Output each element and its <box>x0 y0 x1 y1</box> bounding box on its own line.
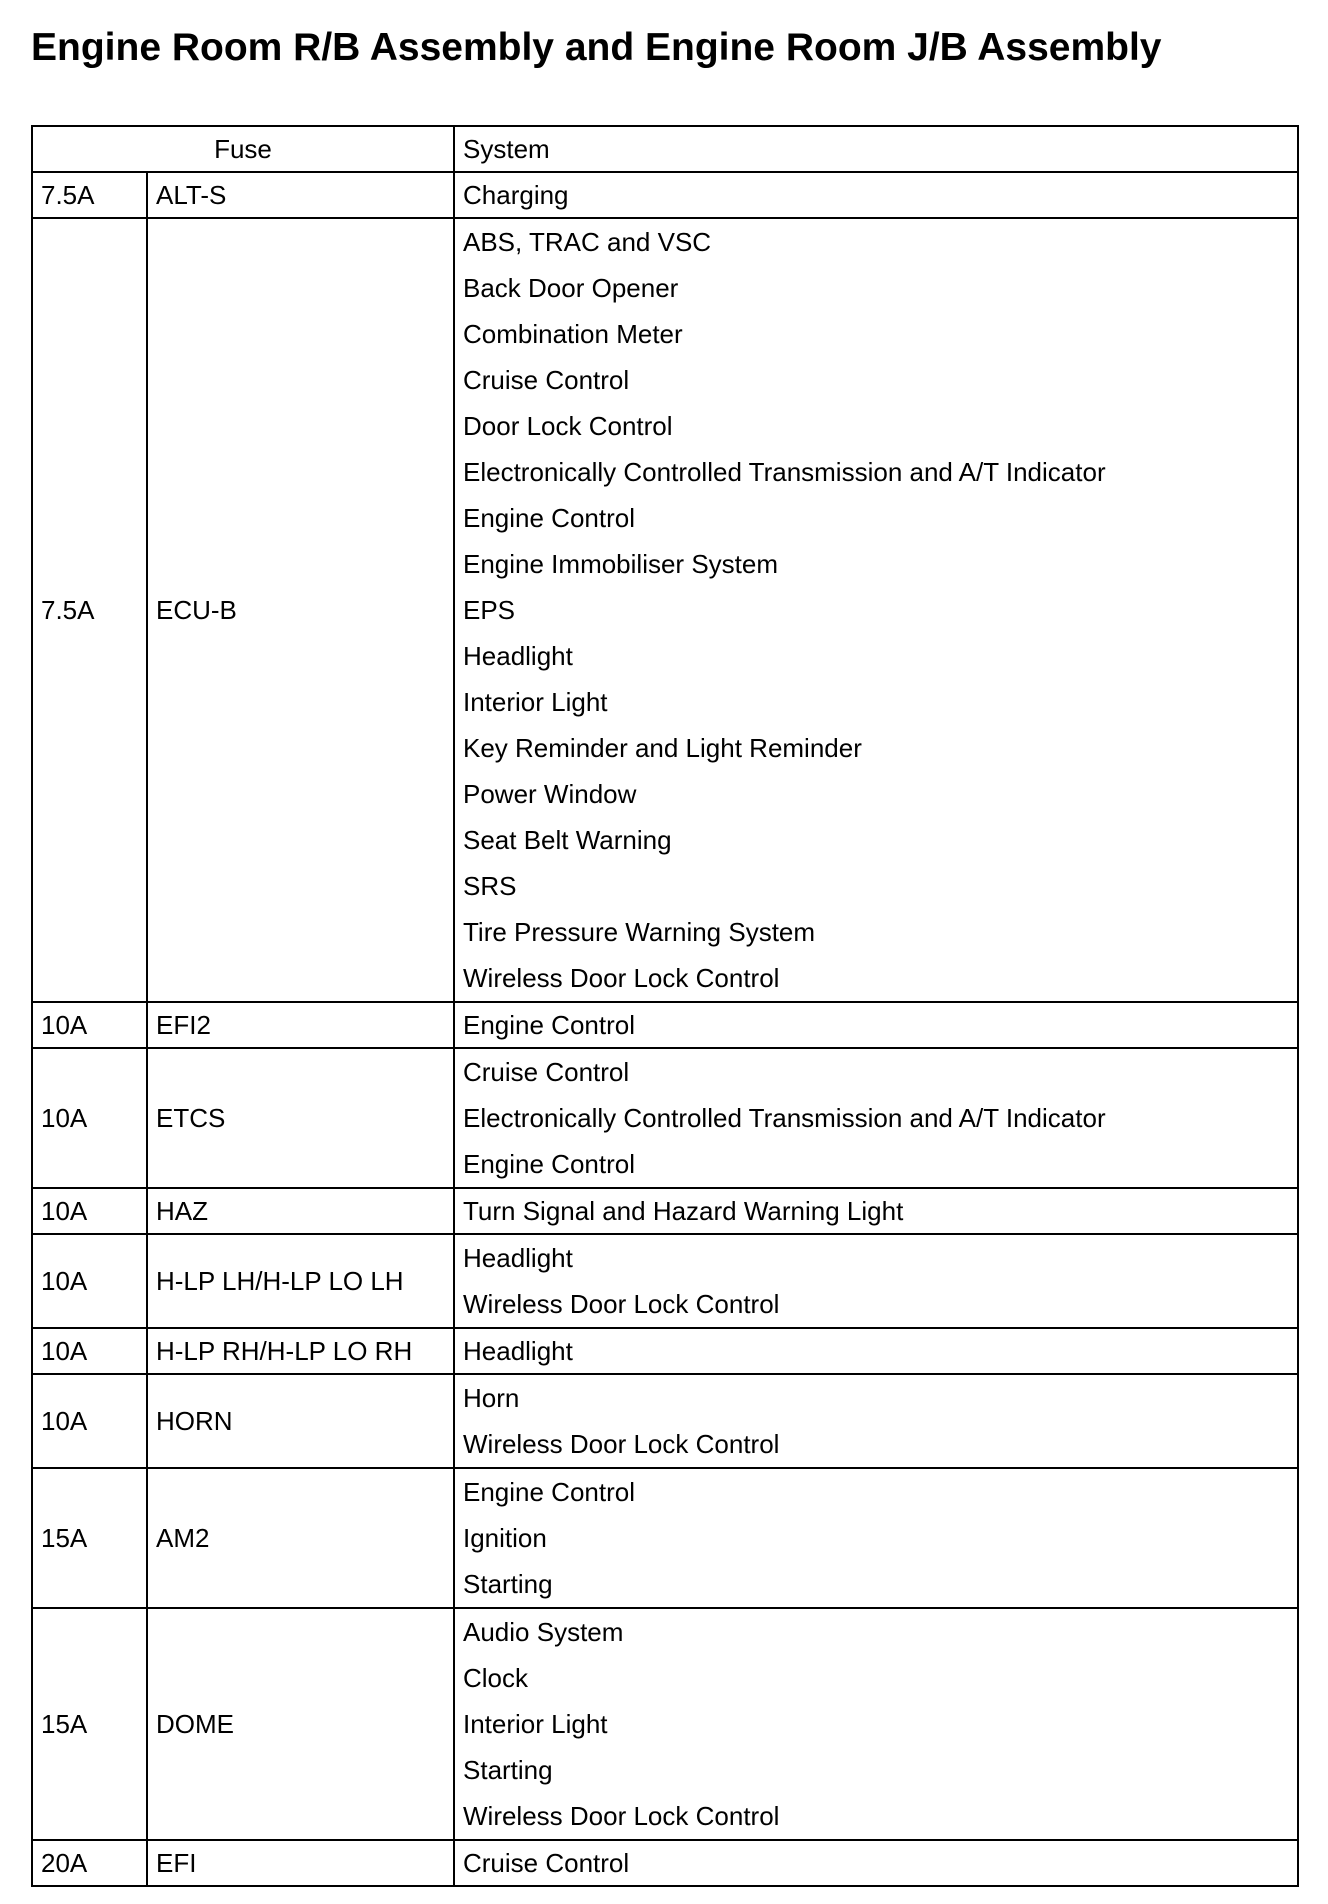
fuse-amperage: 20A <box>32 1840 147 1886</box>
system-list <box>454 1840 1298 1886</box>
system-item: Cruise Control <box>463 1848 630 1878</box>
system-list <box>454 218 1298 1002</box>
system-item: EPS <box>463 595 516 625</box>
system-list <box>454 1048 1298 1188</box>
table-row <box>32 218 1298 1002</box>
fuse-amperage: 10A <box>32 1328 147 1374</box>
fuse-name: ALT-S <box>147 172 454 218</box>
fuse-name: ETCS <box>147 1048 454 1188</box>
table-row <box>32 1188 1298 1234</box>
fuse-amperage: 10A <box>32 1374 147 1468</box>
fuse-amperage: 10A <box>32 1188 147 1234</box>
system-list <box>454 1188 1298 1234</box>
fuse-amperage: 10A <box>32 1002 147 1048</box>
table-row <box>32 1002 1298 1048</box>
system-item: Combination Meter <box>463 319 683 349</box>
system-item: Interior Light <box>463 687 608 717</box>
system-list <box>454 1608 1298 1840</box>
fuse-amperage: 7.5A <box>32 172 147 218</box>
system-item: Engine Immobiliser System <box>463 549 778 579</box>
fuse-name: DOME <box>147 1608 454 1840</box>
system-item: Headlight <box>463 1243 573 1273</box>
system-item: Wireless Door Lock Control <box>463 1429 780 1459</box>
table-row <box>32 1608 1298 1840</box>
system-item: Interior Light <box>463 1709 608 1739</box>
table-row <box>32 1048 1298 1188</box>
system-item: Seat Belt Warning <box>463 825 672 855</box>
system-list <box>454 1374 1298 1468</box>
system-item: Electronically Controlled Transmission and A/T Indicator <box>463 1103 1106 1133</box>
table-row <box>32 172 1298 218</box>
header-system: System <box>454 126 1298 172</box>
fuse-name: AM2 <box>147 1468 454 1608</box>
system-list <box>454 172 1298 218</box>
system-item: Engine Control <box>463 1477 635 1507</box>
table-header-row <box>32 126 1298 172</box>
system-item: Ignition <box>463 1523 547 1553</box>
system-item: Cruise Control <box>463 365 630 395</box>
fuse-amperage: 15A <box>32 1468 147 1608</box>
fuse-name: EFI <box>147 1840 454 1886</box>
system-item: Wireless Door Lock Control <box>463 1801 780 1831</box>
fuse-system-table <box>31 125 1299 1887</box>
system-item: Wireless Door Lock Control <box>463 1289 780 1319</box>
fuse-amperage: 10A <box>32 1048 147 1188</box>
system-list <box>454 1002 1298 1048</box>
system-item: SRS <box>463 871 517 901</box>
fuse-amperage: 7.5A <box>32 218 147 1002</box>
system-item: Wireless Door Lock Control <box>463 963 780 993</box>
fuse-table-body <box>32 172 1298 1886</box>
fuse-amperage: 15A <box>32 1608 147 1840</box>
system-item: Cruise Control <box>463 1057 630 1087</box>
system-item: Headlight <box>463 1336 573 1366</box>
fuse-name: HAZ <box>147 1188 454 1234</box>
system-item: Charging <box>463 180 569 210</box>
page-title: Engine Room R/B Assembly and Engine Room J/B Assembly <box>31 26 1162 69</box>
system-item: Headlight <box>463 641 573 671</box>
table-row <box>32 1840 1298 1886</box>
system-item: Engine Control <box>463 1149 635 1179</box>
fuse-name: HORN <box>147 1374 454 1468</box>
system-item: Engine Control <box>463 1010 635 1040</box>
system-list <box>454 1468 1298 1608</box>
system-item: Power Window <box>463 779 637 809</box>
system-item: ABS, TRAC and VSC <box>463 227 712 257</box>
system-item: Horn <box>463 1383 520 1413</box>
table-row <box>32 1374 1298 1468</box>
fuse-name: EFI2 <box>147 1002 454 1048</box>
system-item: Key Reminder and Light Reminder <box>463 733 862 763</box>
system-item: Starting <box>463 1755 553 1785</box>
system-item: Engine Control <box>463 503 635 533</box>
fuse-name: H-LP LH/H-LP LO LH <box>147 1234 454 1328</box>
system-item: Tire Pressure Warning System <box>463 917 816 947</box>
table-row <box>32 1468 1298 1608</box>
system-list <box>454 1234 1298 1328</box>
system-item: Back Door Opener <box>463 273 679 303</box>
table-row <box>32 1328 1298 1374</box>
header-fuse: Fuse <box>32 126 454 172</box>
system-item: Electronically Controlled Transmission and A/T Indicator <box>463 457 1106 487</box>
system-item: Turn Signal and Hazard Warning Light <box>463 1196 904 1226</box>
fuse-name: ECU-B <box>147 218 454 1002</box>
fuse-amperage: 10A <box>32 1234 147 1328</box>
table-row <box>32 1234 1298 1328</box>
system-item: Clock <box>463 1663 529 1693</box>
system-item: Door Lock Control <box>463 411 673 441</box>
system-list <box>454 1328 1298 1374</box>
system-item: Audio System <box>463 1617 624 1647</box>
fuse-name: H-LP RH/H-LP LO RH <box>147 1328 454 1374</box>
system-item: Starting <box>463 1569 553 1599</box>
